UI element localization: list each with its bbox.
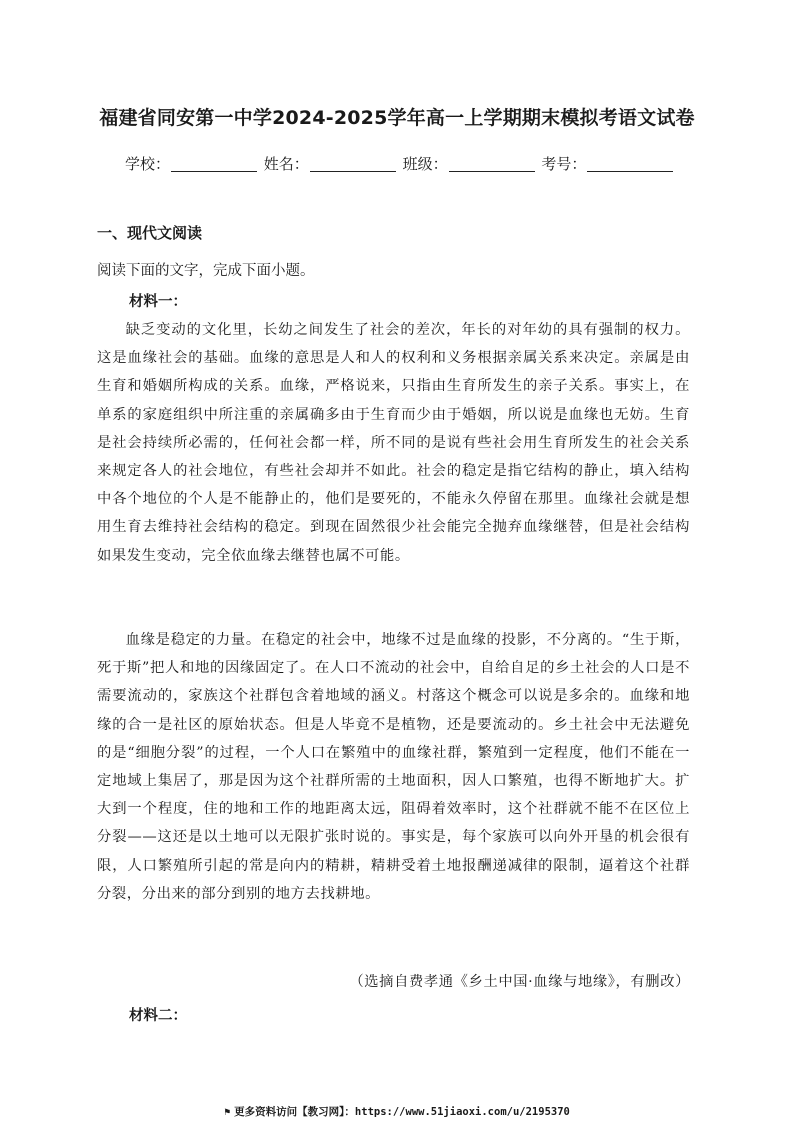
class-blank[interactable] [449, 156, 535, 172]
instruction-text: 阅读下面的文字，完成下面小题。 [97, 263, 315, 279]
paragraph-two: 血缘是稳定的力量。在稳定的社会中，地缘不过是血缘的投影，不分离的。“生于斯，死于斯”把人和地的因缘固定了。在人口不流动的社会中，自给自足的乡土社会的人口是不需要流动的，家族这个社群包含着地域的涵义。村落这个概念可以说是多余的。血缘和地缘的合一是社区的原始状态。但是人毕竟不是植物，还是要流动的。乡土社会中无法避免的是“细胞分裂”的过程，一个人口在繁殖中的血缘社群，繁殖到一定程度，他们不能在一定地域上集居了，那是因为这个社群所需的土地面积，因人口繁殖，也得不断地扩大。扩大到一个程度，住的地和工作的地距离太远，阻碍着效率时，这个社群就不能不在区位上分裂——这还是以土地可以无限扩张时说的。事实是，每个家族可以向外开垦的机会很有限，人口繁殖所引起的常是向内的精耕，精耕受着土地报酬递减律的限制，逼着这个社群分裂，分出来的部分到别的地方去找耕地。 [97, 632, 690, 902]
student-info-line [125, 153, 685, 174]
name-label: 姓名： [263, 155, 309, 173]
footer-link[interactable] [0, 1104, 794, 1119]
class-label: 班级： [402, 155, 448, 173]
material-two-label: 材料二： [129, 1008, 187, 1024]
page-title: 福建省同安第一中学2024-2025学年高一上学期期末模拟考语文试卷 [99, 107, 695, 129]
flag-icon: ⚑ [224, 1107, 231, 1118]
exam-number-label: 考号： [541, 155, 587, 173]
footer-text: 更多资料访问【教习网】：https://www.51jiaoxi.com/u/2195370 [234, 1106, 570, 1118]
material-one-label: 材料一： [129, 294, 187, 310]
section-heading: 一、现代文阅读 [97, 224, 203, 242]
source-citation: （选摘自费孝通《乡土中国·血缘与地缘》，有删改） [349, 974, 690, 990]
paragraph-one: 缺乏变动的文化里，长幼之间发生了社会的差次，年长的对年幼的具有强制的权力。这是血缘社会的基础。血缘的意思是人和人的权利和义务根据亲属关系来决定。亲属是由生育和婚姻所构成的关系。血缘，严格说来，只指由生育所发生的亲子关系。事实上，在单系的家庭组织中所注重的亲属确多由于生育而少由于婚姻，所以说是血缘也无妨。生育是社会持续所必需的，任何社会都一样，所不同的是说有些社会用生育所发生的社会关系来规定各人的社会地位，有些社会却并不如此。社会的稳定是指它结构的静止，填入结构中各个地位的个人是不能静止的，他们是要死的，不能永久停留在那里。血缘社会就是想用生育去维持社会结构的稳定。到现在固然很少社会能完全抛弃血缘继替，但是社会结构如果发生变动，完全依血缘去继替也属不可能。 [97, 322, 690, 564]
school-label: 学校： [125, 155, 171, 173]
school-blank[interactable] [171, 156, 257, 172]
name-blank[interactable] [310, 156, 396, 172]
exam-number-blank[interactable] [587, 156, 673, 172]
